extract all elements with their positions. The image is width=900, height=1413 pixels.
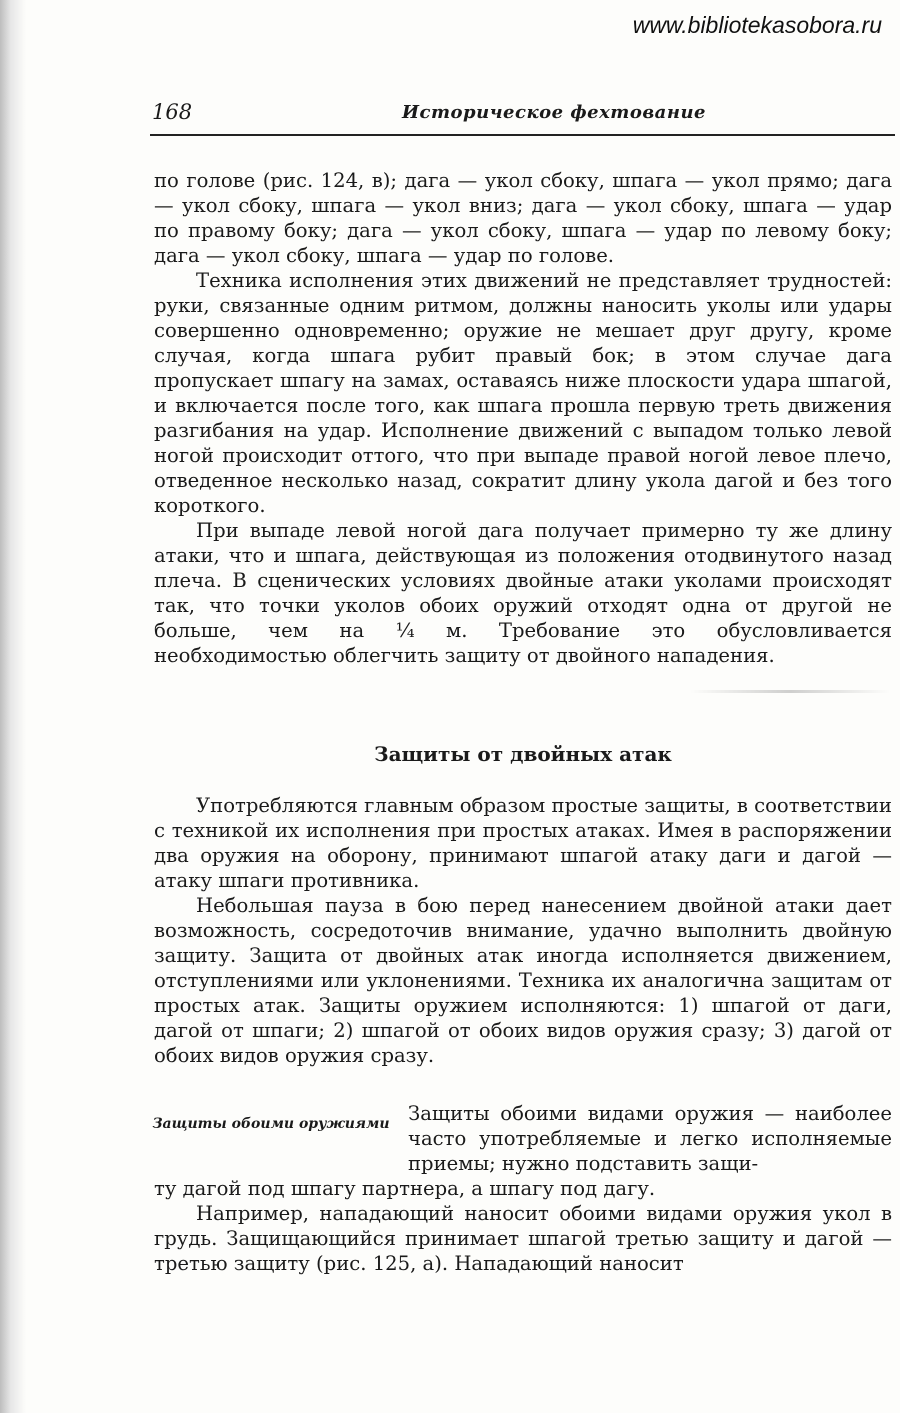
paragraph-technique: Техника исполнения этих движений не представляет трудностей: руки, связанные одним ритмом, должны наносить уколы или удары совершенно одновременно; оружие не мешает друг другу, кроме случая, когда шпага рубит правый бок; в этом случае дага пропускает шпагу на замах, оставаясь ниже плоскости удара шпагой, и включается после того, как шпага прошла первую треть движения разгибания на удар. Исполнение движений с выпадом только левой ногой происходит оттого, что при выпаде правой ногой левое плечо, отведенное несколько назад, сократит длину укола дагой и без того короткого.: [154, 269, 892, 517]
margin-subheading: Защиты обоими оружиями: [152, 1116, 390, 1132]
site-watermark-url[interactable]: www.bibliotekasobora.ru: [632, 12, 882, 38]
running-title: Историческое фехтование: [402, 102, 706, 123]
text-block-middle: [154, 793, 892, 1068]
paragraph-left-lunge: При выпаде левой ногой дага получает примерно ту же длину атаки, что и шпага, действующая из положения отодвинутого назад плеча. В сценических условиях двойные атаки уколами происходят так, что точки уколов обоих оружий отходят одна от другой не больше, чем на ¼ м. Требование это обусловливается необходимостью облегчить защиту от двойного нападения.: [154, 519, 892, 667]
paragraph-simple-defenses: Употребляются главным образом простые защиты, в соответствии с техникой их исполнения при простых атаках. Имея в распоряжении два оружия на оборону, принимают шпагой атаку даги и дагой — атаку шпаги противника.: [154, 794, 892, 892]
spine-shadow: [0, 0, 26, 1413]
paragraph-pause: Небольшая пауза в бою перед нанесением двойной атаки дает возможность, сосредоточив внимание, удачно выполнить двойную защиту. Защита от двойных атак иногда исполняется движением, отступлениями или уклонениями. Техника их аналогична защитам от простых атак. Защиты оружием исполняются: 1) шпагой от даги, дагой от шпаги; 2) шпагой от обоих видов оружия сразу; 3) дагой от обоих видов оружия сразу.: [154, 894, 892, 1067]
running-header: [150, 100, 895, 136]
text-block-bottom: [154, 1176, 892, 1276]
section-heading: Защиты от двойных атак: [374, 742, 672, 766]
scan-artifact: [690, 690, 890, 693]
paragraph-both-weapons-continued: ту дагой под шпагу партнера, а шпагу под дагу.: [154, 1177, 656, 1200]
paragraph-continuation: по голове (рис. 124, в); дага — укол сбоку, шпага — укол прямо; дага — укол сбоку, шпага — укол вниз; дага — укол сбоку, шпага — удар по правому боку; дага — укол сбоку, шпага — удар по левому боку; дага — укол сбоку, шпага — удар по голове.: [154, 169, 892, 267]
text-block-top: [154, 168, 892, 668]
paragraph-example: Например, нападающий наносит обоими видами оружия укол в грудь. Защищающийся принимает шпагой третью защиту и дагой — третью защиту (рис. 125, а). Нападающий наносит: [154, 1202, 892, 1275]
page-number: 168: [152, 100, 193, 124]
paragraph-both-weapons: Защиты обоими видами оружия — наиболее часто употребляемые и легко исполняемые приемы; нужно подставить защи-: [408, 1102, 892, 1175]
